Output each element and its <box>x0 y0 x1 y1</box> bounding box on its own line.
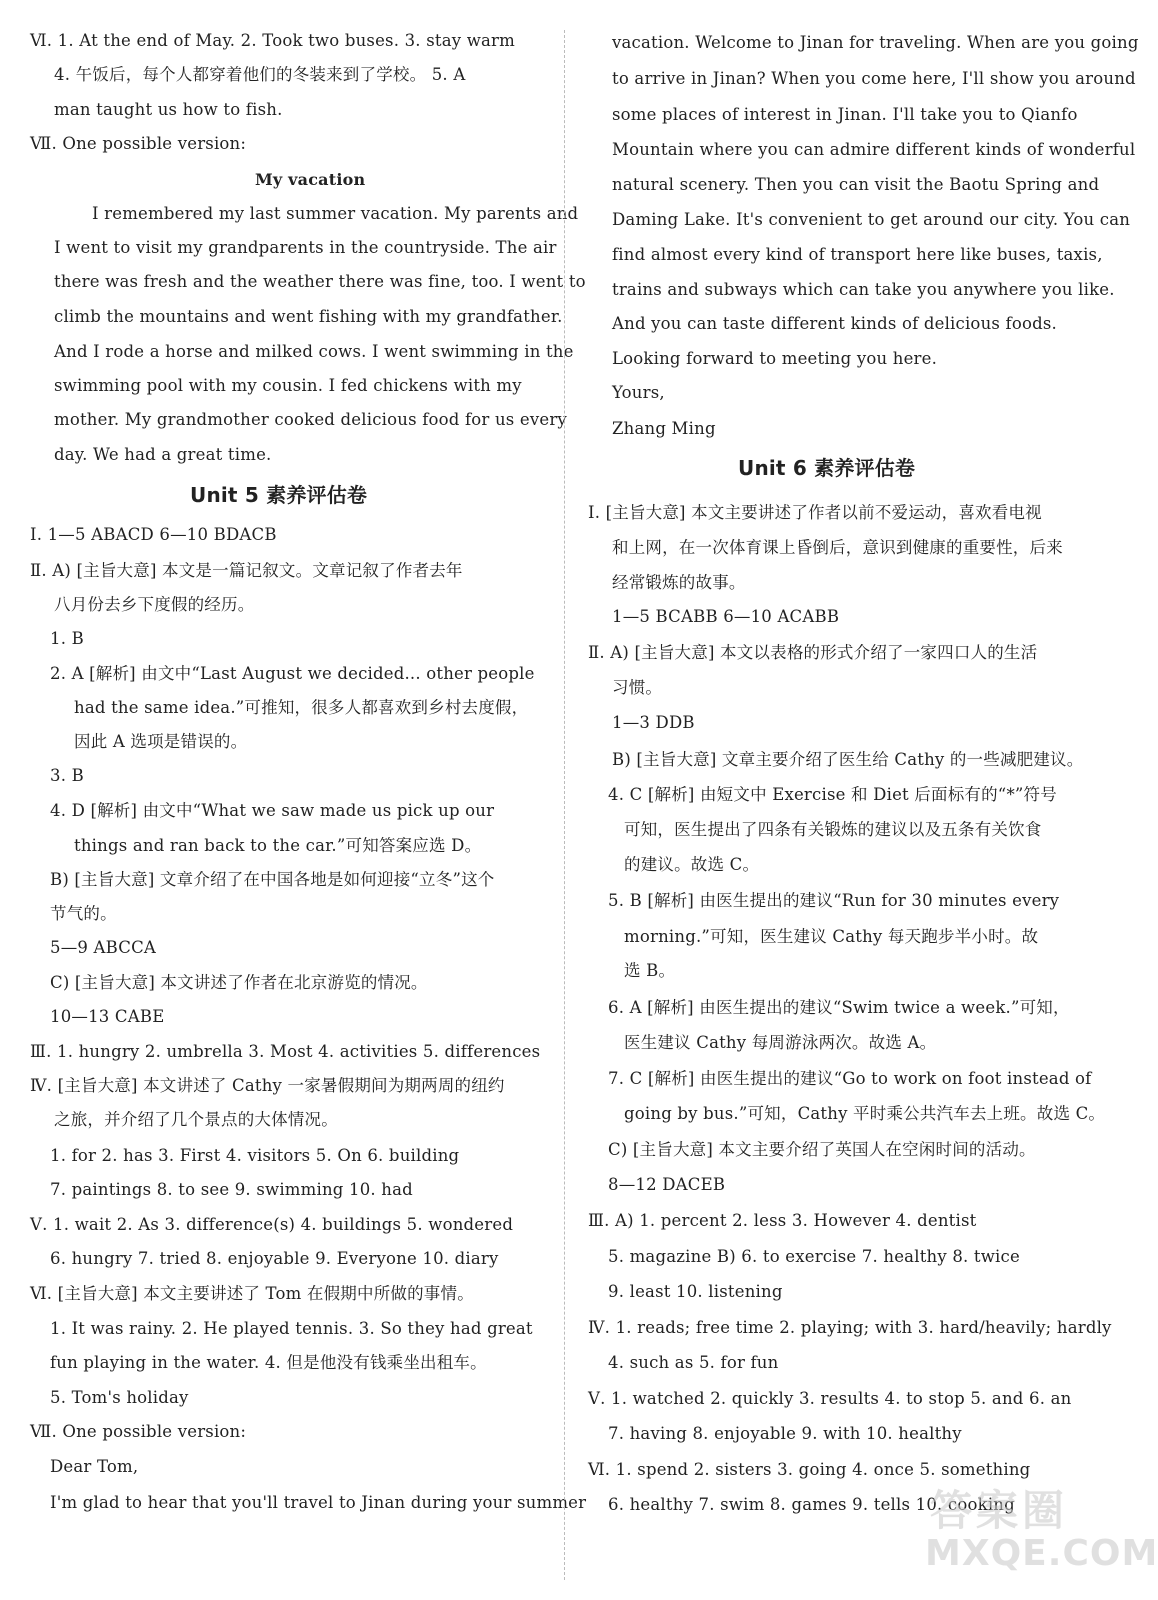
right-text-line: some places of interest in Jinan. I'll take you to Qianfo <box>612 105 1078 124</box>
right-text-line: Ⅴ. 1. watched 2. quickly 3. results 4. to stop 5. and 6. an <box>588 1389 1072 1408</box>
left-text-line: had the same idea.”可推知，很多人都喜欢到乡村去度假， <box>74 698 529 717</box>
left-text-line: 之旅，并介绍了几个景点的大体情况。 <box>54 1110 338 1129</box>
left-section-heading: Unit 5 素养评估卷 <box>190 483 368 507</box>
left-text-line: 3. B <box>50 766 84 785</box>
right-text-line: 4. C [解析] 由短文中 Exercise 和 Diet 后面标有的“*”符号 <box>608 785 1057 804</box>
left-text-line: Ⅵ. 1. At the end of May. 2. Took two buses. 3. stay warm <box>30 31 515 50</box>
right-text-line: Daming Lake. It's convenient to get around our city. You can <box>612 210 1131 229</box>
right-text-line: vacation. Welcome to Jinan for traveling. When are you going <box>612 33 1139 52</box>
right-text-line: Looking forward to meeting you here. <box>612 349 938 368</box>
right-text-line: 7. having 8. enjoyable 9. with 10. healthy <box>608 1424 962 1443</box>
left-text-line: And I rode a horse and milked cows. I went swimming in the <box>54 342 574 361</box>
right-text-line: Ⅵ. 1. spend 2. sisters 3. going 4. once 5. something <box>588 1460 1031 1479</box>
left-text-line: climb the mountains and went fishing with my grandfather. <box>54 307 563 326</box>
left-text-line: 节气的。 <box>50 904 117 923</box>
right-text-line: Ⅱ. A) [主旨大意] 本文以表格的形式介绍了一家四口人的生活 <box>588 643 1038 662</box>
left-text-line: 4. 午饭后，每个人都穿着他们的冬装来到了学校。 5. A <box>54 65 466 84</box>
left-text-line: 5—9 ABCCA <box>50 938 157 957</box>
right-text-line: 1—3 DDB <box>612 713 695 732</box>
right-text-line: Ⅳ. 1. reads; free time 2. playing; with 3. hard/heavily; hardly <box>588 1318 1112 1337</box>
left-text-line: C) [主旨大意] 本文讲述了作者在北京游览的情况。 <box>50 973 428 992</box>
left-text-line: 八月份去乡下度假的经历。 <box>54 595 255 614</box>
left-text-line: Ⅰ. 1—5 ABACD 6—10 BDACB <box>30 525 277 544</box>
right-text-line: 4. such as 5. for fun <box>608 1353 779 1372</box>
right-text-line: Yours, <box>612 383 665 402</box>
right-text-line: 的建议。故选 C。 <box>624 855 760 874</box>
right-text-line: Ⅰ. [主旨大意] 本文主要讲述了作者以前不爱运动，喜欢看电视 <box>588 503 1042 522</box>
right-text-line: 6. healthy 7. swim 8. games 9. tells 10. cooking <box>608 1495 1015 1514</box>
left-text-line: fun playing in the water. 4. 但是他没有钱乘坐出租车。 <box>50 1353 487 1372</box>
left-text-line: 1. B <box>50 629 84 648</box>
left-text-line: 4. D [解析] 由文中“What we saw made us pick up our <box>50 801 495 820</box>
left-text-line: 1. for 2. has 3. First 4. visitors 5. On 6. building <box>50 1146 460 1165</box>
right-text-line: Ⅲ. A) 1. percent 2. less 3. However 4. dentist <box>588 1211 977 1230</box>
right-text-line: morning.”可知，医生建议 Cathy 每天跑步半小时。故 <box>624 927 1039 946</box>
right-text-line: And you can taste different kinds of delicious foods. <box>612 314 1057 333</box>
right-text-line: Mountain where you can admire different kinds of wonderful <box>612 140 1136 159</box>
watermark-url: MXQE.COM <box>925 1533 1158 1574</box>
left-text-line: Ⅲ. 1. hungry 2. umbrella 3. Most 4. activities 5. differences <box>30 1042 541 1061</box>
right-text-line: 可知，医生提出了四条有关锻炼的建议以及五条有关饮食 <box>624 820 1042 839</box>
left-text-line: I remembered my last summer vacation. My parents and <box>92 204 579 223</box>
left-text-line: man taught us how to fish. <box>54 100 283 119</box>
left-text-line: day. We had a great time. <box>54 445 272 464</box>
watermark <box>925 1478 1158 1588</box>
right-text-line: 9. least 10. listening <box>608 1282 783 1301</box>
right-text-line: going by bus.”可知，Cathy 平时乘公共汽车去上班。故选 C。 <box>624 1104 1106 1123</box>
right-section-heading: Unit 6 素养评估卷 <box>738 456 916 480</box>
left-text-line: B) [主旨大意] 文章介绍了在中国各地是如何迎接“立冬”这个 <box>50 870 495 889</box>
left-text-line: there was fresh and the weather there was fine, too. I went to <box>54 272 586 291</box>
left-text-line: I'm glad to hear that you'll travel to Jinan during your summer <box>50 1493 587 1512</box>
left-text-line: I went to visit my grandparents in the countryside. The air <box>54 238 557 257</box>
left-text-line: things and ran back to the car.”可知答案应选 D。 <box>74 836 482 855</box>
right-text-line: 习惯。 <box>612 678 663 697</box>
left-text-line: 2. A [解析] 由文中“Last August we decided... other people <box>50 664 535 683</box>
left-text-line: 5. Tom's holiday <box>50 1388 189 1407</box>
right-text-line: C) [主旨大意] 本文主要介绍了英国人在空闲时间的活动。 <box>608 1140 1036 1159</box>
right-text-line: 6. A [解析] 由医生提出的建议“Swim twice a week.”可知， <box>608 998 1070 1017</box>
left-text-line: 因此 A 选项是错误的。 <box>74 732 248 751</box>
right-text-line: 经常锻炼的故事。 <box>612 573 746 592</box>
left-text-line: 7. paintings 8. to see 9. swimming 10. had <box>50 1180 413 1199</box>
right-text-line: Zhang Ming <box>612 419 716 438</box>
right-text-line: to arrive in Jinan? When you come here, I'll show you around <box>612 69 1136 88</box>
right-text-line: 选 B。 <box>624 961 676 980</box>
right-text-line: 5. B [解析] 由医生提出的建议“Run for 30 minutes every <box>608 891 1060 910</box>
right-text-line: 和上网，在一次体育课上昏倒后，意识到健康的重要性，后来 <box>612 538 1063 557</box>
left-text-line: 6. hungry 7. tried 8. enjoyable 9. Everyone 10. diary <box>50 1249 499 1268</box>
left-text-line: 10—13 CABE <box>50 1007 165 1026</box>
right-text-line: 8—12 DACEB <box>608 1175 726 1194</box>
left-text-line: Ⅶ. One possible version: <box>30 1422 247 1441</box>
left-text-line: Dear Tom, <box>50 1457 139 1476</box>
watermark-logo: 答案圈 <box>930 1486 1069 1535</box>
right-text-line: 5. magazine B) 6. to exercise 7. healthy 8. twice <box>608 1247 1020 1266</box>
column-divider <box>564 30 565 1580</box>
right-text-line: trains and subways which can take you anywhere you like. <box>612 280 1115 299</box>
left-text-line: Ⅱ. A) [主旨大意] 本文是一篇记叙文。文章记叙了作者去年 <box>30 561 463 580</box>
left-text-line: Ⅵ. [主旨大意] 本文主要讲述了 Tom 在假期中所做的事情。 <box>30 1284 474 1303</box>
left-text-line: Ⅴ. 1. wait 2. As 3. difference(s) 4. buildings 5. wondered <box>30 1215 514 1234</box>
right-text-line: 1—5 BCABB 6—10 ACABB <box>612 607 840 626</box>
right-text-line: B) [主旨大意] 文章主要介绍了医生给 Cathy 的一些减肥建议。 <box>612 750 1084 769</box>
left-text-line: mother. My grandmother cooked delicious food for us every <box>54 410 567 429</box>
left-text-line: Ⅳ. [主旨大意] 本文讲述了 Cathy 一家暑假期间为期两周的纽约 <box>30 1076 505 1095</box>
left-text-line: 1. It was rainy. 2. He played tennis. 3. So they had great <box>50 1319 533 1338</box>
right-text-line: 7. C [解析] 由医生提出的建议“Go to work on foot instead of <box>608 1069 1092 1088</box>
right-text-line: natural scenery. Then you can visit the Baotu Spring and <box>612 175 1100 194</box>
left-text-line: swimming pool with my cousin. I fed chickens with my <box>54 376 522 395</box>
left-text-line: Ⅶ. One possible version: <box>30 134 247 153</box>
right-text-line: 医生建议 Cathy 每周游泳两次。故选 A。 <box>624 1033 937 1052</box>
right-text-line: find almost every kind of transport here like buses, taxis, <box>612 245 1103 264</box>
left-text-line: My vacation <box>255 170 366 189</box>
